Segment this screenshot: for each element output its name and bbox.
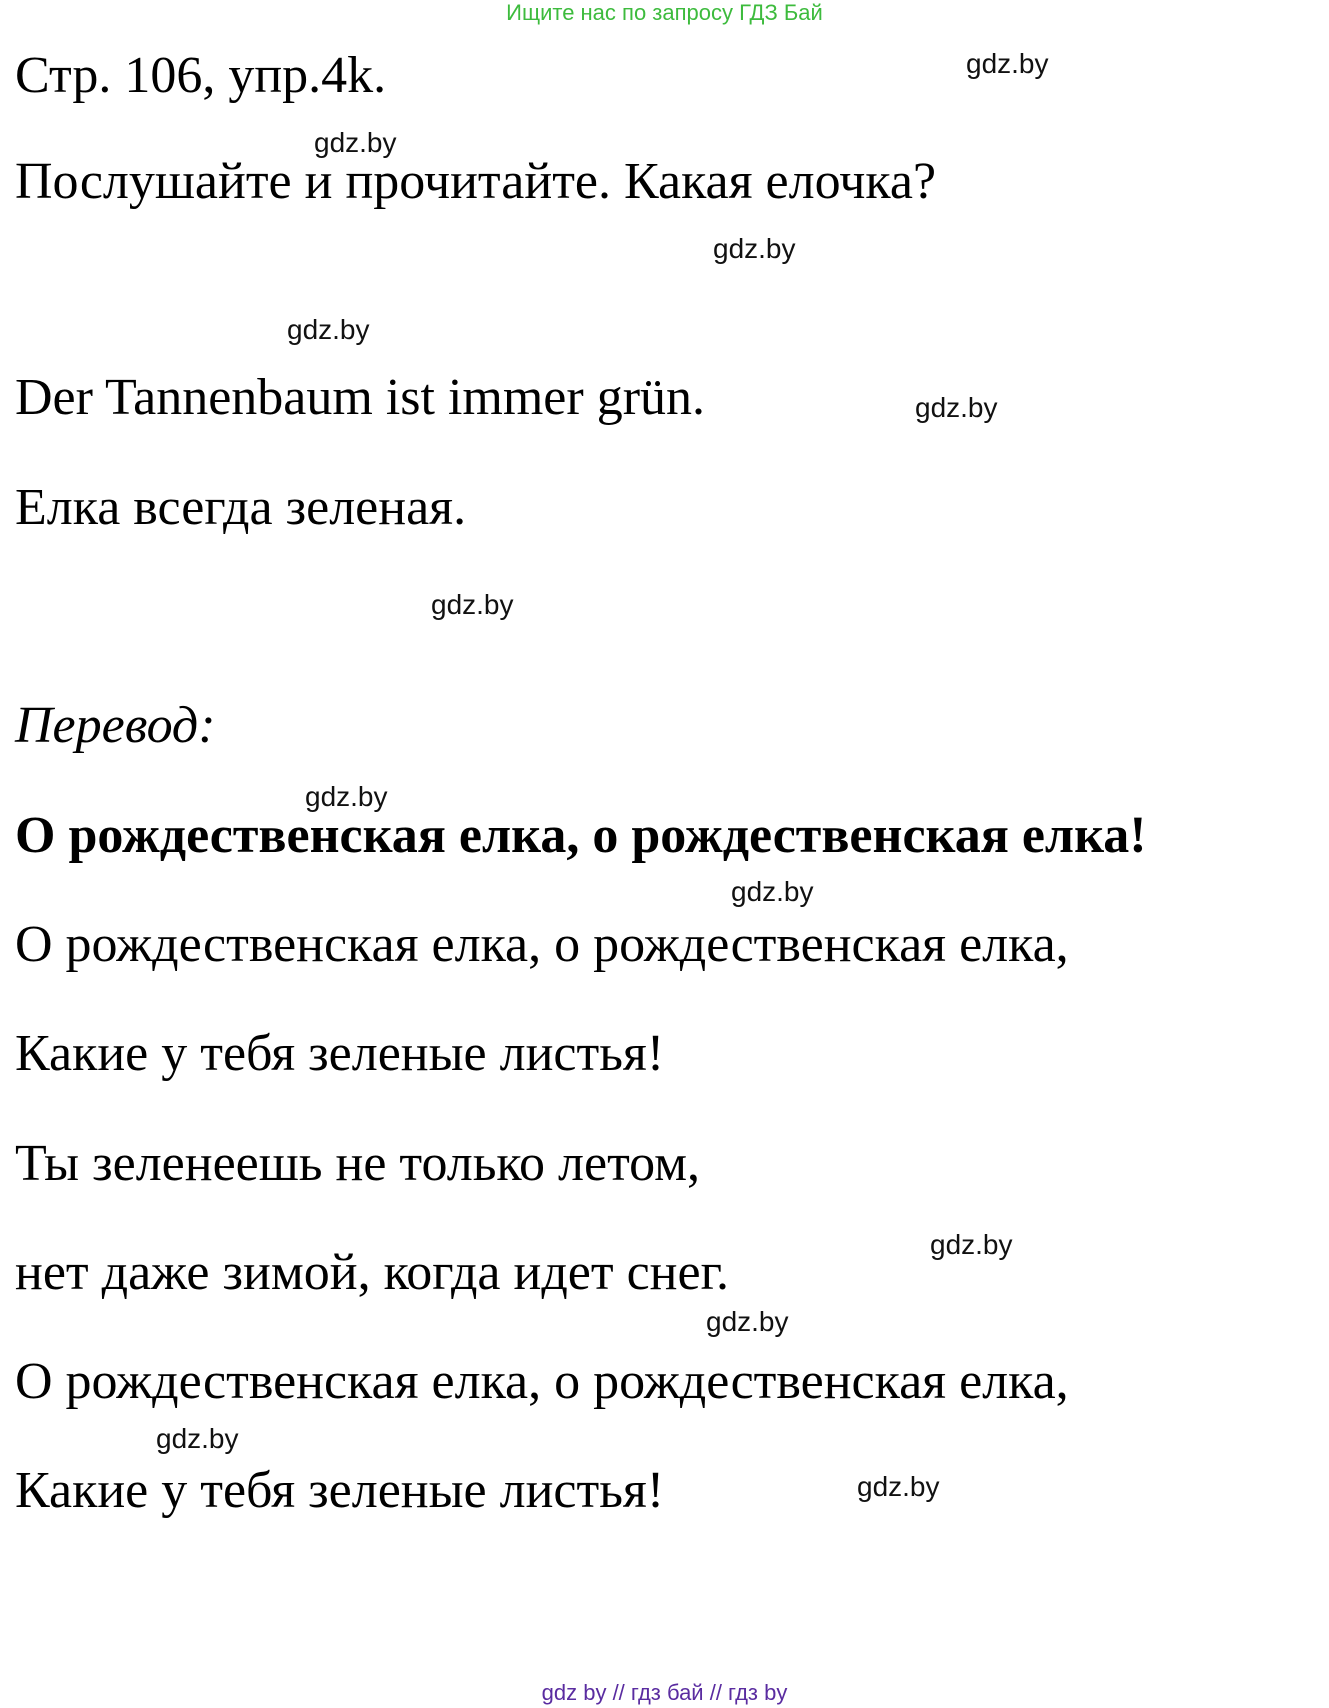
task-instruction: Послушайте и прочитайте. Какая елочка? — [15, 153, 937, 210]
poem-line: Какие у тебя зеленые листья! — [15, 1025, 665, 1082]
poem-line: нет даже зимой, когда идет снег. — [15, 1244, 730, 1301]
page-title: Стр. 106, упр.4k. — [15, 47, 387, 104]
translation-label: Перевод: — [15, 697, 216, 754]
watermark: gdz.by — [857, 1471, 940, 1502]
search-banner: Ищите нас по запросу ГДЗ Бай — [506, 0, 823, 25]
poem-title: О рождественская елка, о рождественская елка! — [15, 807, 1147, 864]
poem-line: Какие у тебя зеленые листья! — [15, 1462, 665, 1519]
footer-links: gdz by // гдз бай // гдз by — [541, 1680, 788, 1705]
watermark: gdz.by — [287, 314, 370, 345]
watermark: gdz.by — [966, 48, 1049, 79]
poem-line: О рождественская елка, о рождественская елка, — [15, 1353, 1069, 1410]
watermark: gdz.by — [305, 781, 388, 812]
watermark: gdz.by — [915, 392, 998, 423]
watermark: gdz.by — [314, 127, 397, 158]
watermark: gdz.by — [431, 589, 514, 620]
watermark: gdz.by — [706, 1306, 789, 1337]
russian-sentence: Елка всегда зеленая. — [15, 479, 467, 536]
watermark: gdz.by — [731, 876, 814, 907]
watermark: gdz.by — [930, 1229, 1013, 1260]
watermark: gdz.by — [156, 1423, 239, 1454]
poem-line: О рождественская елка, о рождественская елка, — [15, 916, 1069, 973]
german-sentence: Der Tannenbaum ist immer grün. — [15, 369, 706, 426]
poem-line: Ты зеленеешь не только летом, — [15, 1135, 701, 1192]
watermark: gdz.by — [713, 233, 796, 264]
